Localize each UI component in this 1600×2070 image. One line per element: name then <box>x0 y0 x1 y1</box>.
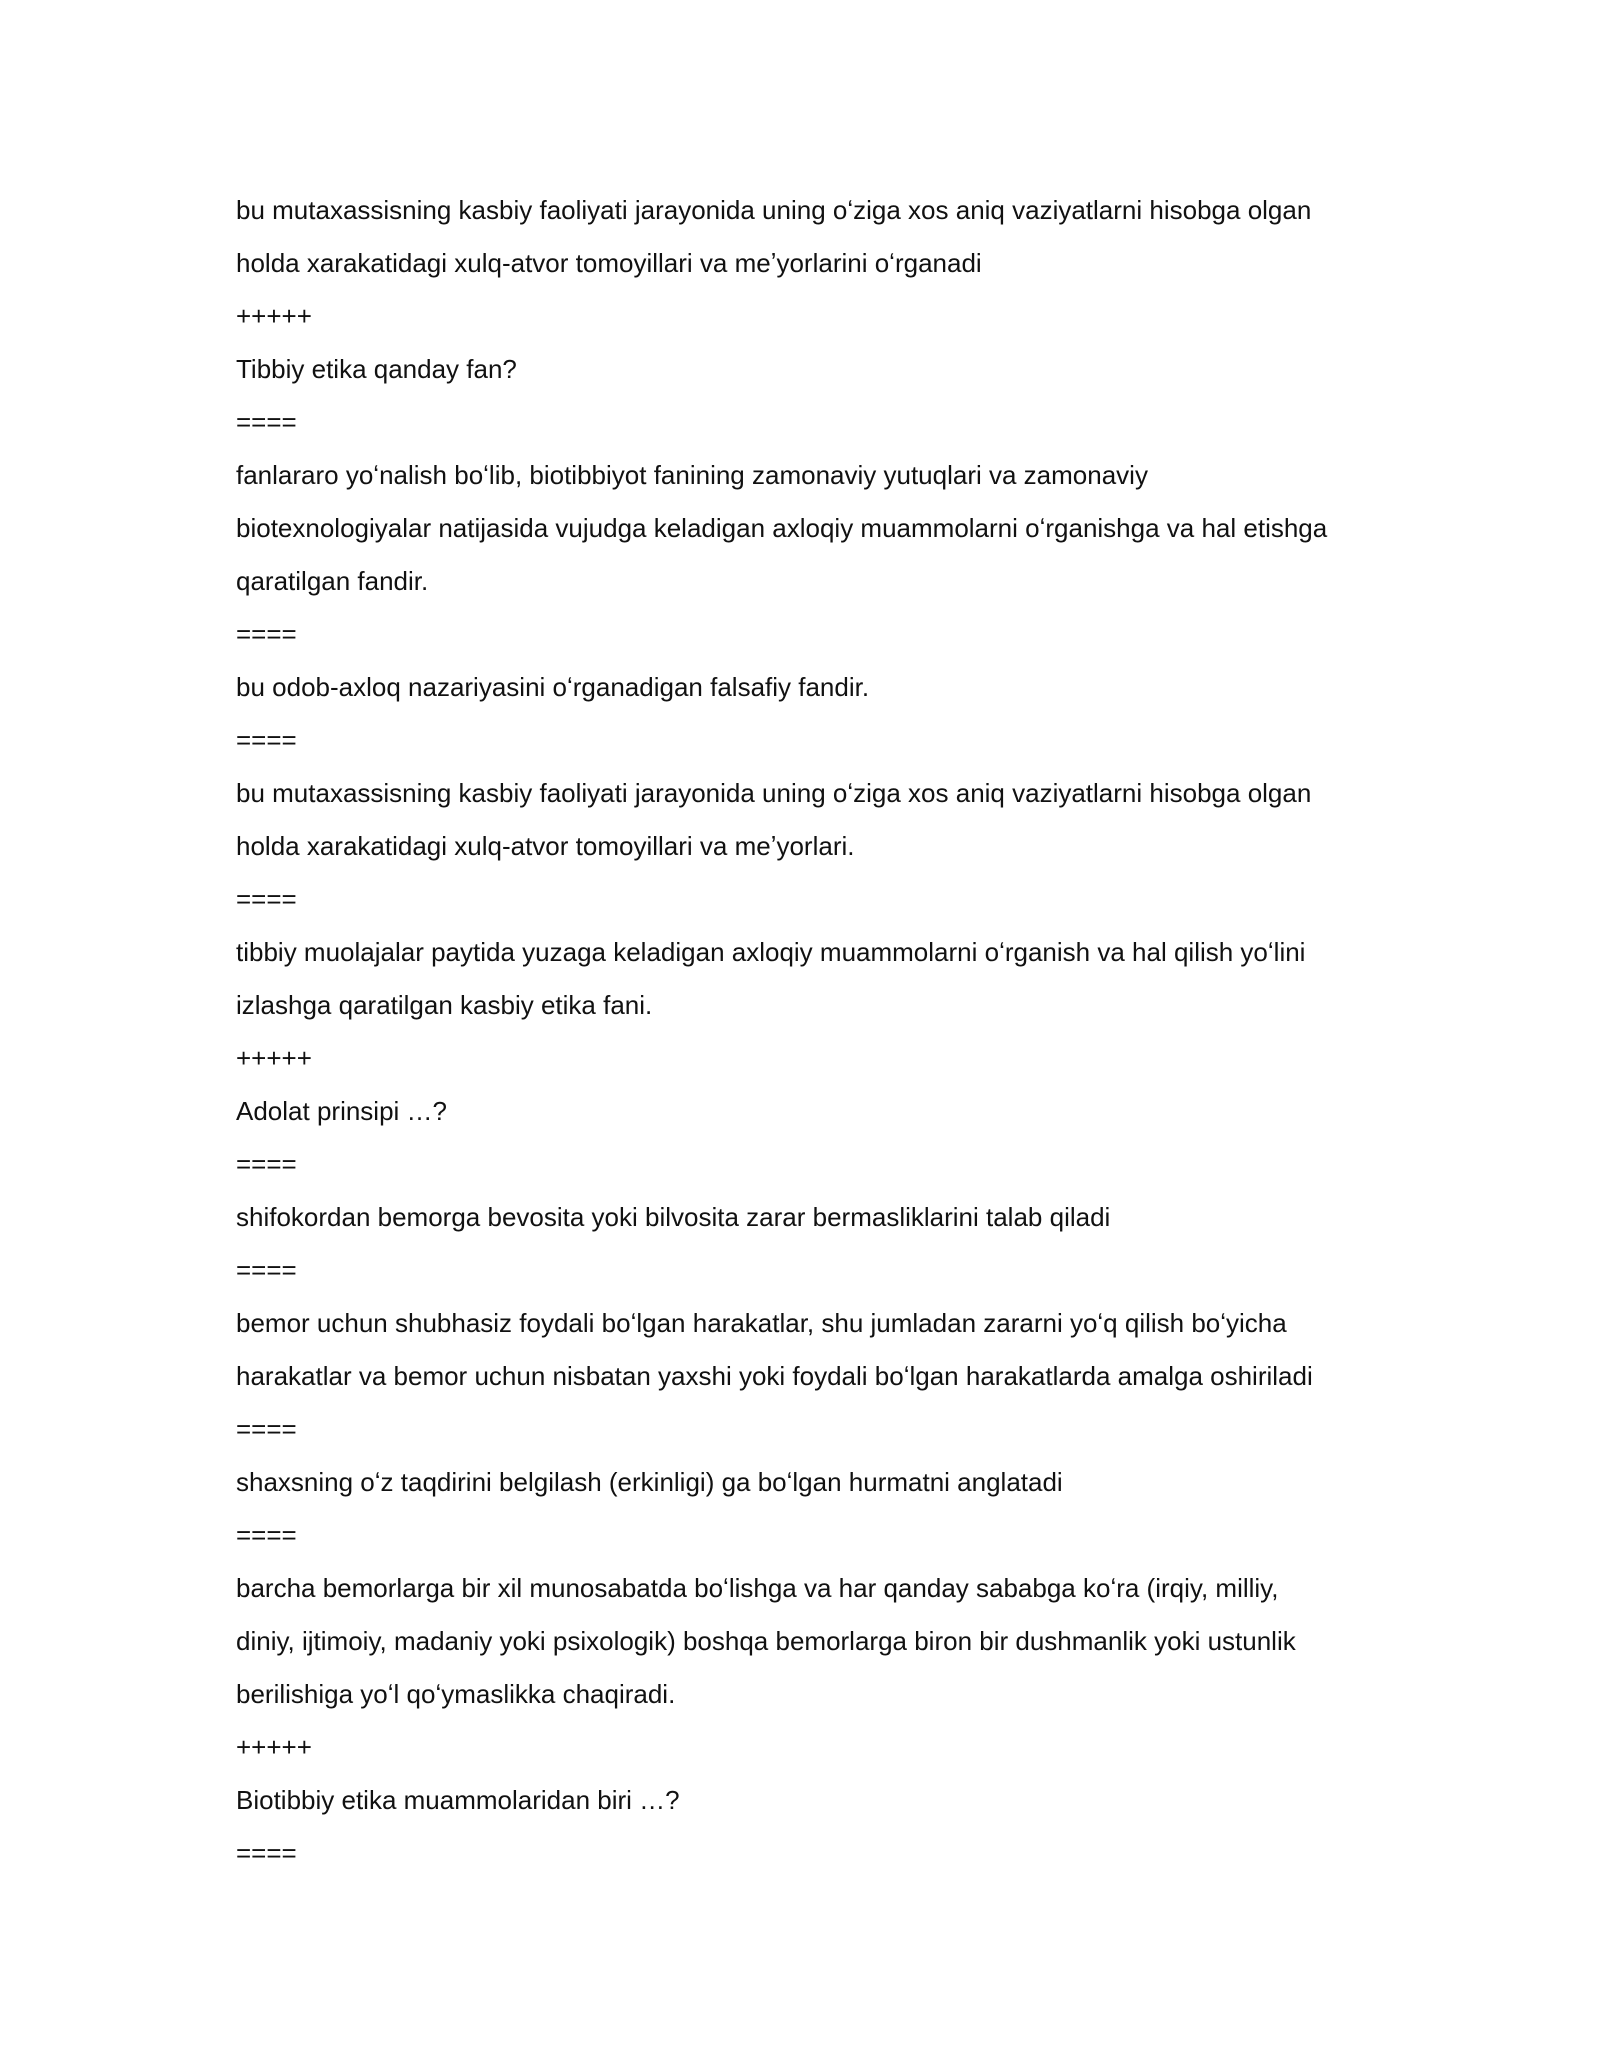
question-line: Tibbiy etika qanday fan? <box>236 354 517 384</box>
text-line: tibbiy muolajalar paytida yuzaga keladigan axloqiy muammolarni oʻrganish va hal qilish yoʻlini <box>236 937 1306 967</box>
separator-equals: ==== <box>236 619 297 649</box>
separator-plus: +++++ <box>236 301 312 331</box>
separator-equals: ==== <box>236 1414 297 1444</box>
text-line: holda xarakatidagi xulq-atvor tomoyillari va meʼyorlari. <box>236 831 855 861</box>
text-line: biotexnologiyalar natijasida vujudga keladigan axloqiy muammolarni oʻrganishga va hal etishga <box>236 513 1328 543</box>
text-line: shifokordan bemorga bevosita yoki bilvosita zarar bermasliklarini talab qiladi <box>236 1202 1111 1232</box>
text-line: bu mutaxassisning kasbiy faoliyati jarayonida uning oʻziga xos aniq vaziyatlarni hisobga olgan <box>236 778 1312 808</box>
text-line: bemor uchun shubhasiz foydali boʻlgan harakatlar, shu jumladan zararni yoʻq qilish boʻyicha <box>236 1308 1287 1338</box>
separator-equals: ==== <box>236 1520 297 1550</box>
text-line: shaxsning oʻz taqdirini belgilash (erkinligi) ga boʻlgan hurmatni anglatadi <box>236 1467 1063 1497</box>
text-line: qaratilgan fandir. <box>236 566 429 596</box>
separator-equals: ==== <box>236 1838 297 1868</box>
text-line: barcha bemorlarga bir xil munosabatda boʻlishga va har qanday sababga koʻra (irqiy, milliy, <box>236 1573 1279 1603</box>
document-body <box>236 184 1396 1880</box>
text-line: berilishiga yoʻl qoʻymaslikka chaqiradi. <box>236 1679 676 1709</box>
text-line: izlashga qaratilgan kasbiy etika fani. <box>236 990 653 1020</box>
text-line: fanlararo yoʻnalish boʻlib, biotibbiyot fanining zamonaviy yutuqlari va zamonaviy <box>236 460 1148 490</box>
question-line: Adolat prinsipi …? <box>236 1096 447 1126</box>
separator-equals: ==== <box>236 1255 297 1285</box>
text-line: diniy, ijtimoiy, madaniy yoki psixologik) boshqa bemorlarga biron bir dushmanlik yoki ustunlik <box>236 1626 1296 1656</box>
question-line: Biotibbiy etika muammolaridan biri …? <box>236 1785 680 1815</box>
separator-equals: ==== <box>236 407 297 437</box>
separator-plus: +++++ <box>236 1043 312 1073</box>
separator-plus: +++++ <box>236 1732 312 1762</box>
text-line: harakatlar va bemor uchun nisbatan yaxshi yoki foydali boʻlgan harakatlarda amalga oshiriladi <box>236 1361 1313 1391</box>
text-line: bu mutaxassisning kasbiy faoliyati jarayonida uning oʻziga xos aniq vaziyatlarni hisobga olgan <box>236 195 1312 225</box>
separator-equals: ==== <box>236 725 297 755</box>
text-line: bu odob-axloq nazariyasini oʻrganadigan falsafiy fandir. <box>236 672 870 702</box>
separator-equals: ==== <box>236 1149 297 1179</box>
separator-equals: ==== <box>236 884 297 914</box>
text-line: holda xarakatidagi xulq-atvor tomoyillari va meʼyorlarini oʻrganadi <box>236 248 982 278</box>
